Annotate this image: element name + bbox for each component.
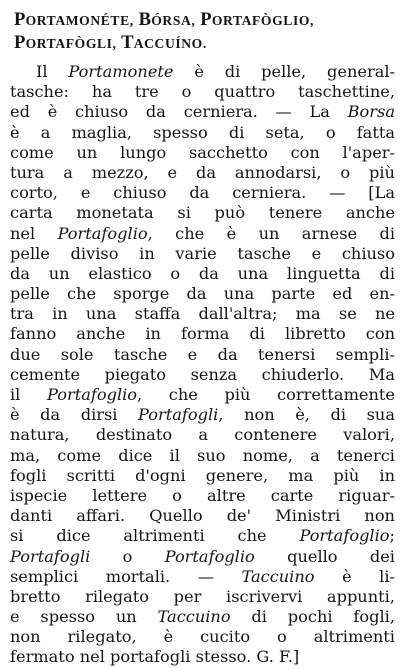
entry-line: corto, e chiuso da cerniera. — [La: [10, 183, 395, 203]
entry-line: si dice altrimenti che Portafoglio;: [10, 526, 395, 546]
entry-line: semplici mortali. — Taccuino è li-: [10, 566, 395, 586]
entry-line: Portafogli o Portafoglio quello dei: [10, 546, 395, 566]
entry-line: da un elastico o da una linguetta di: [10, 263, 395, 283]
entry-line: ed è chiuso da cerniera. — La Borsa: [10, 102, 395, 122]
entry-line: Il Portamonete è di pelle, general-: [36, 62, 395, 81]
entry-line: fogli scritti d'ogni genere, ma più in: [10, 465, 395, 485]
entry-line: fermato nel portafogli stesso. G. F.]: [10, 647, 300, 667]
entry-heading-line-1: PORTAMONÉTE, BÓRSA, PORTAFÒGLIO,: [14, 9, 315, 30]
entry-line: danti affari. Quello de' Ministri non: [10, 506, 395, 526]
entry-line: è da dirsi Portafogli, non è, di sua: [10, 405, 395, 425]
entry-line: ispecie lettere o altre carte riguar-: [10, 485, 395, 505]
entry-line: ma, come dice il suo nome, a tenerci: [10, 445, 395, 465]
entry-line: cemente piegato senza chiuderlo. Ma: [10, 364, 395, 384]
entry-heading: [14, 9, 398, 55]
entry-line: due sole tasche e da tenersi sempli-: [10, 344, 395, 364]
entry-line: è a maglia, spesso di seta, o fatta: [10, 122, 395, 142]
entry-line: tura a mezzo, e da annodarsi, o più: [10, 162, 395, 182]
entry-line: pelle che sporge da una parte ed en-: [10, 284, 395, 304]
entry-line: fanno anche in forma di libretto con: [10, 324, 395, 344]
entry-line: nel Portafoglio, che è un arnese di: [10, 223, 395, 243]
entry-line: e spesso un Taccuino di pochi fogli,: [10, 607, 395, 627]
entry-heading-line-2: PORTAFÒGLI, TACCUÍNO.: [14, 32, 207, 53]
entry-line: non rilegato, è cucito o altrimenti: [10, 627, 395, 647]
entry-line: tasche: ha tre o quattro taschettine,: [10, 82, 395, 102]
entry-line: carta monetata si può tenere anche: [10, 203, 395, 223]
entry-line: natura, destinato a contenere valori,: [10, 425, 395, 445]
entry-body: [10, 62, 395, 668]
entry-line: pelle diviso in varie tasche e chiuso: [10, 243, 395, 263]
entry-line: come un lungo sacchetto con l'aper-: [10, 142, 395, 162]
entry-line: tra in una staffa dall'altra; ma se ne: [10, 304, 395, 324]
entry-line: bretto rilegato per iscrivervi appunti,: [10, 586, 395, 606]
entry-line: il Portafoglio, che più correttamente: [10, 385, 396, 404]
